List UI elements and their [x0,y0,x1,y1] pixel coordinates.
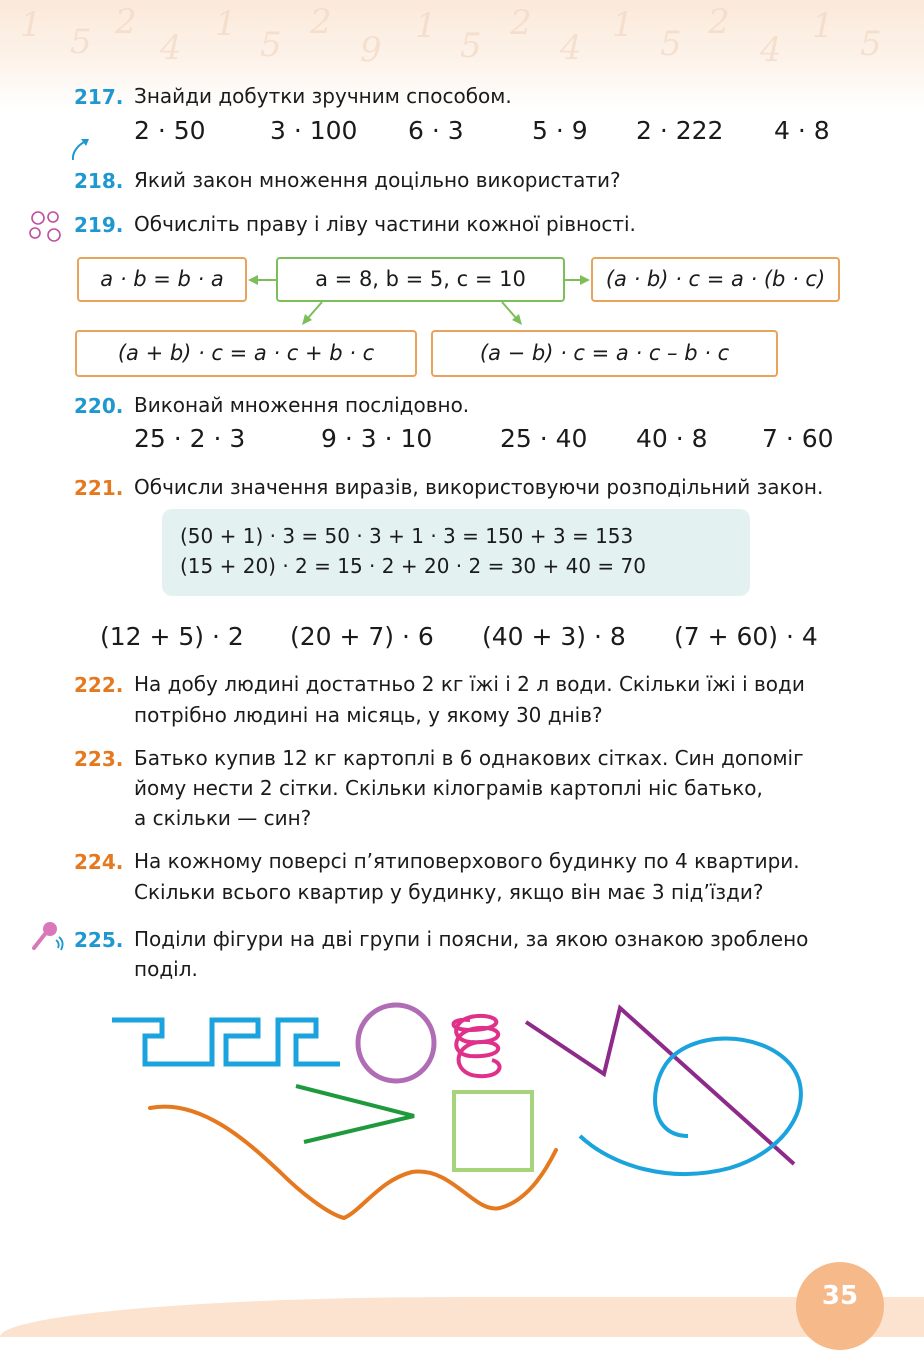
wave-line [150,1107,556,1218]
task-number-222: 222. [74,673,124,697]
expression-221-3: (40 + 3) · 8 [482,622,626,651]
expression-217-6: 4 · 8 [774,116,830,145]
task-text-225-line-1: Поділи фігури на дві групи і поясни, за якою ознакою зроблено [134,927,809,951]
example-panel [162,509,750,596]
figures-illustration [0,990,924,1230]
zigzag-line [526,1008,794,1164]
formula-box-distributive-sum: (a + b) · c = a · c + b · c [75,330,417,377]
task-text-220: Виконай множення послідовно. [134,393,470,417]
formula-box-values: a = 8, b = 5, c = 10 [276,257,565,302]
task-text-221: Обчисли значення виразів, використовуючи розподільний закон. [134,475,824,499]
task-text-223-line-1: Батько купив 12 кг картоплі в 6 однакових сітках. Син допоміг [134,746,804,770]
spiral-line [580,1039,801,1174]
formula-box-commutative: a · b = b · a [77,257,247,302]
expression-217-3: 6 · 3 [408,116,464,145]
microphone-icon [28,918,64,954]
task-text-219: Обчисліть праву і ліву частини кожної рівності. [134,212,636,236]
loops-line [454,1016,500,1076]
task-text-222-line-2: потрібно людині на місяць, у якому 30 днів? [134,703,603,727]
expression-221-4: (7 + 60) · 4 [674,622,818,651]
task-number-220: 220. [74,394,124,418]
task-number-223: 223. [74,747,124,771]
expression-221-1: (12 + 5) · 2 [100,622,244,651]
expression-220-2: 9 · 3 · 10 [321,424,433,453]
task-text-224-line-2: Скільки всього квартир у будинку, якщо він має 3 під’їзди? [134,880,764,904]
task-number-218: 218. [74,169,124,193]
expression-217-1: 2 · 50 [134,116,206,145]
task-text-224-line-1: На кожному поверсі п’ятиповерхового будинку по 4 квартири. [134,849,800,873]
expression-220-3: 25 · 40 [500,424,588,453]
formula-arrows [0,0,924,400]
expression-217-2: 3 · 100 [270,116,358,145]
expression-220-5: 7 · 60 [762,424,834,453]
formula-box-associative: (a · b) · c = a · (b · c) [591,257,840,302]
expression-220-4: 40 · 8 [636,424,708,453]
expression-217-4: 5 · 9 [532,116,588,145]
task-text-218: Який закон множення доцільно використати? [134,168,621,192]
expression-221-2: (20 + 7) · 6 [290,622,434,651]
formula-box-distributive-difference: (a − b) · c = a · c – b · c [431,330,778,377]
expression-217-5: 2 · 222 [636,116,724,145]
task-number-221: 221. [74,476,124,500]
task-text-222-line-1: На добу людині достатньо 2 кг їжі і 2 л води. Скільки їжі і води [134,672,805,696]
task-text-225-line-2: поділ. [134,957,198,981]
circle-shape [358,1005,434,1081]
task-text-223-line-3: а скільки — син? [134,806,312,830]
task-text-223-line-2: йому нести 2 сітки. Скільки кілограмів картоплі ніс батько, [134,776,763,800]
example-line-1: (50 + 1) · 3 = 50 · 3 + 1 · 3 = 150 + 3 = 153 [180,524,634,548]
check-angle-line [296,1086,414,1142]
task-number-219: 219. [74,213,124,237]
example-line-2: (15 + 20) · 2 = 15 · 2 + 20 · 2 = 30 + 40 = 70 [180,554,646,578]
task-text-217: Знайди добутки зручним способом. [134,84,512,108]
decorative-header-band: 1 5 2 4 1 5 2 9 1 5 2 4 1 5 2 4 1 5 [0,0,924,110]
task-number-225: 225. [74,928,124,952]
task-number-217: 217. [74,85,124,109]
page-number: 35 [796,1262,884,1350]
meander-line [112,1020,340,1064]
task-number-224: 224. [74,850,124,874]
square-shape [454,1092,532,1170]
decorative-footer-band [0,1297,924,1337]
expression-220-1: 25 · 2 · 3 [134,424,246,453]
